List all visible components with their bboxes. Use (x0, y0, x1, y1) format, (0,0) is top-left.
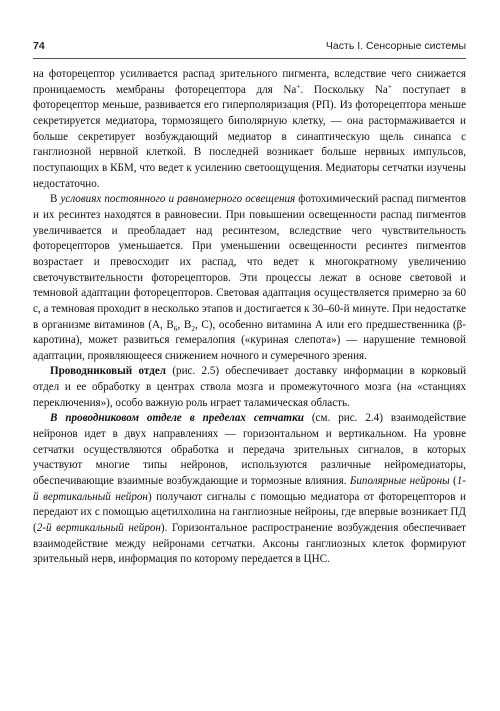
header-rule (33, 58, 466, 59)
paragraph-1-text-a: на фоторецептор усиливается распад зрительного пигмента, вследствие чего снижается проницаемость мембраны фоторецептора для Na (33, 68, 466, 96)
page-header (33, 40, 466, 56)
paragraph-4-emphasis-3: 2-й вертикальный нейрон (36, 522, 161, 535)
page-number: 74 (33, 40, 45, 52)
paragraph-3-term: Проводниковый отдел (50, 365, 166, 378)
paragraph-4-text-c: ) получают сигналы с помощью медиатора от фоторецепторов и передают их с помощью ацетилхолина на ганглиозные нейроны, где впервые возникает ПД ( (33, 490, 466, 535)
paragraph-3-text: (рис. 2.5) обеспечивает доставку информации в корковый отдел и ее обработку в центрах ствола мозга и промежуточного мозга (на «станциях переключения»), особо важную роль играет таламическая область. (33, 365, 467, 409)
paragraph-4-text-d: ). Горизонтальное распространение возбуждения обеспечивает взаимодействие между нейронами сетчатки. Аксоны ганглиозных клеток формируют зрительный нерв, информация по которому передается в ЦНС. (33, 522, 467, 566)
paragraph-2-text-d: , С), особенно витамина А или его предшественника (β-каротина), может развиться гемералопия («куриная слепота») — нарушение темновой адаптации, проявляющееся снижением ночного и сумеречного зрения. (33, 318, 466, 362)
paragraph-1-text-b: . Поскольку Na (300, 83, 388, 96)
paragraph-4 (33, 411, 466, 568)
subscript-2: 2 (191, 323, 196, 333)
paragraph-2-emphasis: условиях постоянного и равномерного освещения (60, 193, 296, 206)
paragraph-4-text-b: ( (449, 475, 457, 488)
paragraph-4-emphasis-2: 1-й вертикальный нейрон (33, 475, 466, 503)
paragraph-4-text-a: (см. рис. 2.4) взаимодействие нейронов идет в двух направлениях — горизонтальном и вертикальном. На уровне сетчатки осуществляются обработка и передача зрительных сигналов, в которых участвуют многие типы нейронов, используются различные нейромедиаторы, обеспечивающие взаимные возбуждающие и тормозные влияния. (33, 412, 466, 488)
paragraph-3 (33, 364, 466, 411)
paragraph-2-text-c: , В (177, 318, 192, 331)
page-body (33, 67, 466, 568)
paragraph-2-text-b: фотохимический распад пигментов и их ресинтез находятся в равновесии. При повышении освещенности распад пигментов увеличивается и преобладает над ресинтезом, вследствие чего чувствительность фоторецепторов уменьшается. При уменьшении освещенности ресинтез пигментов возрастает и превосходит их распад, что ведет к многократному увеличению светочувствительности фоторецепторов. Эти процессы лежат в основе световой и темновой адаптации фоторецепторов. Световая адаптация осуществляется примерно за 60 с, а темновая проходит в несколько этапов и достигается к 30–60-й минуте. При недостатке в организме витаминов (А, В (33, 193, 466, 331)
paragraph-4-term: В проводниковом отделе в пределах сетчатки (50, 412, 304, 425)
paragraph-2 (33, 192, 466, 364)
paragraph-1-text-c: поступает в фоторецептор меньше, развивается его гиперполяризация (РП). Из фоторецептора меньше секретируется медиатора, тормозящего биполярную клетку, — она растормаживается и больше секретирует возбуждающий медиатор в синаптическую щель синапса с ганглиозной нервной клеткой. В последней возникает больше нервных импульсов, поступающих в КБМ, что ведет к усилению светоощущения. Медиаторы сетчатки изучены недостаточно. (33, 83, 466, 190)
superscript-plus: + (387, 80, 392, 90)
paragraph-1 (33, 67, 466, 192)
subscript-6: 6 (173, 323, 178, 333)
running-head: Часть I. Сенсорные системы (325, 40, 466, 52)
paragraph-4-emphasis-1: Биполярные нейроны (349, 475, 450, 488)
superscript-plus: + (296, 80, 301, 90)
paragraph-2-text-a: В (50, 193, 61, 206)
